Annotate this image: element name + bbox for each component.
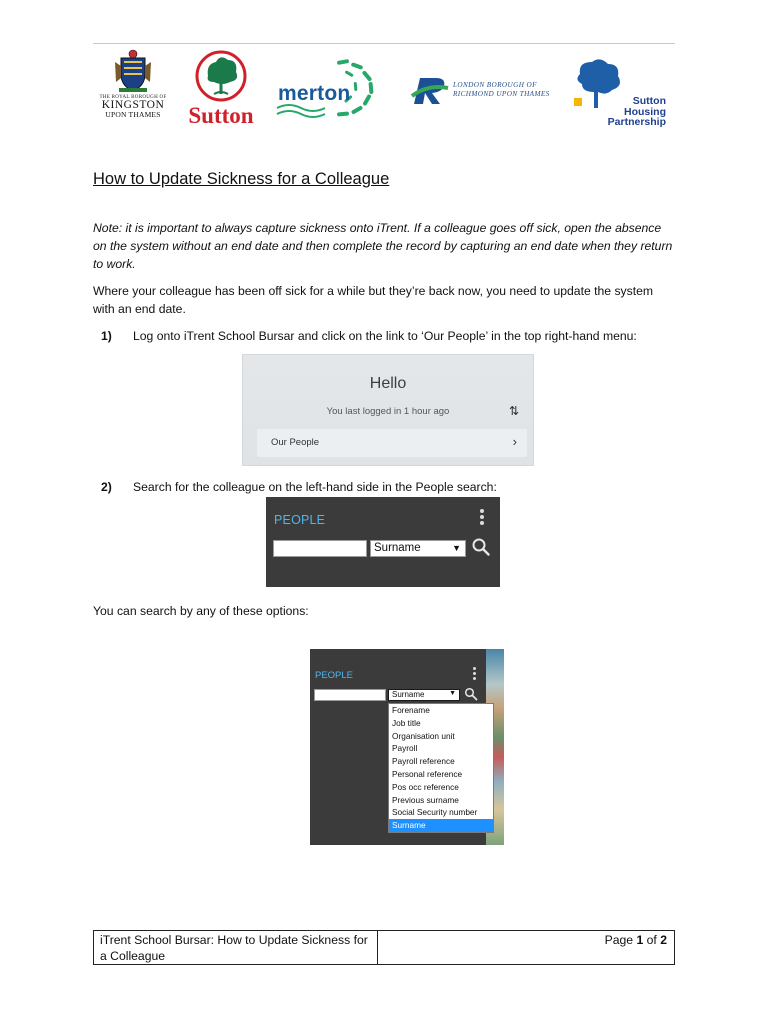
step-2-number: 2) [101, 480, 112, 494]
kebab-menu-icon-small[interactable] [471, 667, 477, 681]
kebab-menu-icon[interactable] [478, 509, 486, 529]
search-icon[interactable] [471, 537, 491, 557]
shp-yellow-square [574, 98, 582, 106]
option-pos-occ-reference[interactable]: Pos occ reference [392, 781, 459, 792]
kingston-logo [97, 48, 169, 128]
kingston-line1: THE ROYAL BOROUGH OF [99, 95, 167, 100]
richmond-r-icon [410, 74, 450, 108]
people-header: PEOPLE [274, 513, 326, 527]
sutton-tree-icon [178, 50, 264, 102]
sutton-housing-partnership-logo [570, 58, 670, 128]
step-2 [101, 478, 497, 496]
option-social-security-number[interactable]: Social Security number [392, 807, 478, 818]
option-payroll[interactable]: Payroll [392, 743, 418, 754]
step-1-number: 1) [101, 329, 112, 343]
richmond-line1: LONDON BOROUGH OF [453, 81, 537, 89]
options-intro: You can search by any of these options: [93, 604, 309, 618]
merton-logo [275, 56, 387, 124]
intro-paragraph: Where your colleague has been off sick for a while but they’re back now, you need to update the system with an end date. [93, 284, 654, 316]
footer-page-label: Page [604, 933, 634, 947]
merton-wordmark: merton [278, 82, 351, 105]
search-field-value: Surname [374, 542, 421, 554]
option-forename[interactable]: Forename [392, 705, 430, 715]
people-search-panel [266, 497, 500, 587]
search-field-select[interactable] [370, 540, 466, 557]
option-surname[interactable]: Surname [389, 819, 493, 832]
footer-page-total: 2 [660, 933, 667, 947]
footer-document-title: iTrent School Bursar: How to Update Sickness for a Colleague [100, 933, 368, 963]
people-search-input-small[interactable] [314, 689, 386, 701]
step-1 [101, 327, 637, 345]
search-field-select-open[interactable] [388, 689, 460, 701]
people-search-input[interactable] [273, 540, 367, 557]
footer-page-current: 1 [636, 933, 644, 947]
page-title: How to Update Sickness for a Colleague [93, 170, 390, 188]
richmond-logo [410, 74, 560, 108]
option-payroll-reference[interactable]: Payroll reference [392, 756, 455, 767]
our-people-label: Our People [271, 437, 320, 448]
option-previous-surname[interactable]: Previous surname [392, 794, 459, 805]
sutton-wordmark: Sutton [188, 103, 254, 128]
top-rule [93, 43, 675, 44]
swap-arrows-icon[interactable]: ⇅ [508, 404, 520, 418]
page-footer [93, 930, 675, 965]
step-2-text: Search for the colleague on the left-hand side in the People search: [133, 480, 497, 494]
footer-page-of: of [646, 933, 657, 947]
people-header-small: PEOPLE [315, 670, 354, 681]
kingston-crest-icon [113, 48, 153, 94]
shp-wordmark [598, 96, 666, 128]
option-organisation-unit[interactable]: Organisation unit [392, 730, 455, 741]
sutton-logo [178, 50, 264, 126]
hello-greeting: Hello [369, 375, 407, 392]
footer-divider [377, 931, 378, 964]
people-search-dropdown-panel [310, 649, 504, 845]
kingston-line2: KINGSTON [101, 99, 165, 111]
step-1-text: Log onto iTrent School Bursar and click on the link to ‘Our People’ in the top right-hand menu: [133, 329, 637, 343]
note-paragraph: Note: it is important to always capture sickness onto iTrent. If a colleague goes off sick, open the absence on the system without an end date and then complete the record by capturing an end date when they return to work. [93, 221, 673, 271]
shp-line3: Partnership [607, 116, 666, 128]
richmond-line2: RICHMOND UPON THAMES [453, 90, 550, 98]
search-field-options-list [388, 703, 494, 833]
dropdown-arrow-icon: ▼ [452, 543, 461, 553]
footer-page-number [605, 933, 667, 949]
option-personal-reference[interactable]: Personal reference [392, 768, 463, 779]
option-job-title[interactable]: Job title [392, 717, 421, 728]
chevron-right-icon: › [512, 434, 517, 449]
kingston-line3: UPON THAMES [105, 110, 161, 119]
search-icon-small[interactable] [464, 687, 478, 701]
shp-line1: Sutton [632, 95, 666, 107]
hello-panel [242, 354, 534, 466]
search-field-value-small: Surname [392, 690, 425, 699]
last-logged-text: You last logged in 1 hour ago [326, 406, 450, 417]
shp-line2: Housing [624, 105, 666, 118]
our-people-link[interactable] [257, 429, 527, 457]
dropdown-arrow-icon-small: ▼ [449, 690, 456, 697]
